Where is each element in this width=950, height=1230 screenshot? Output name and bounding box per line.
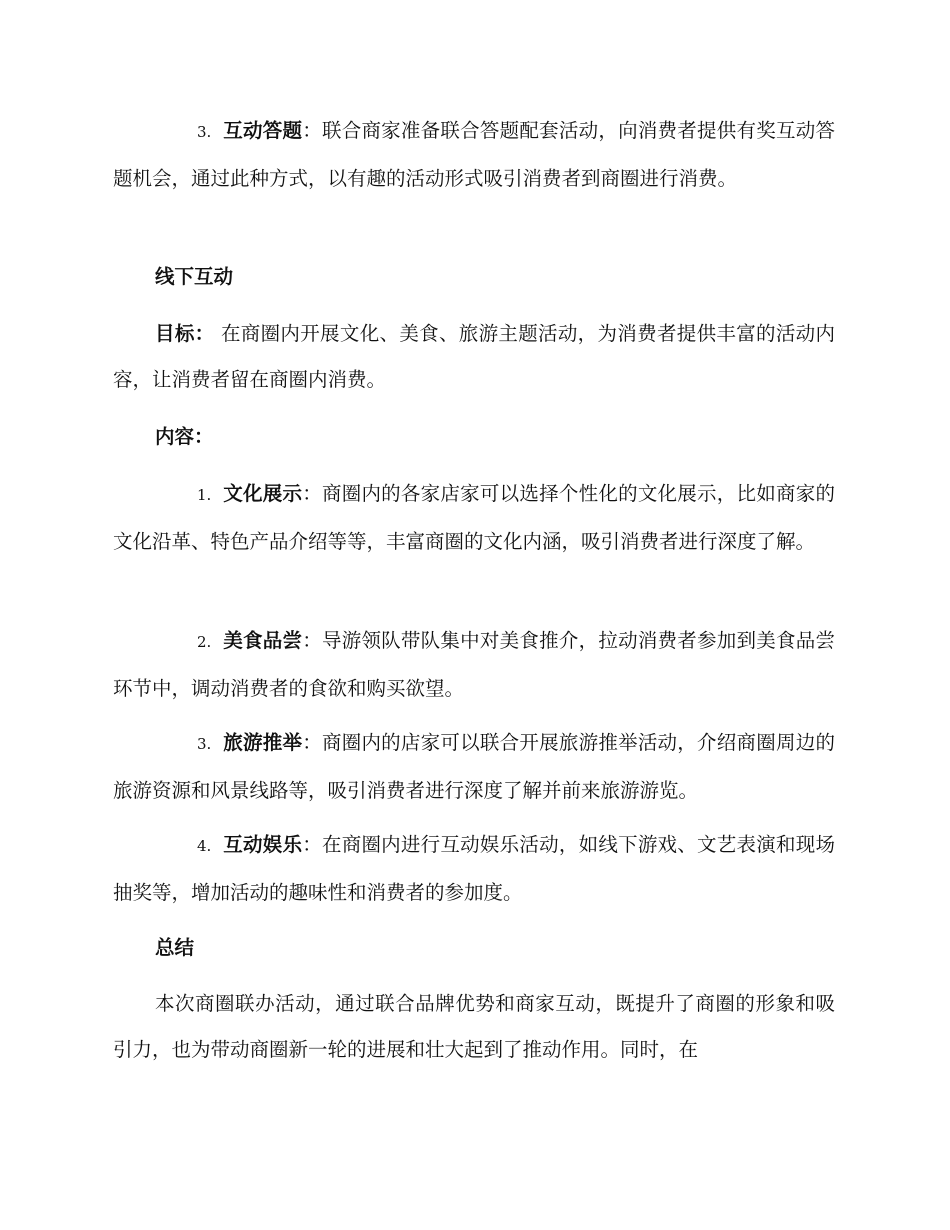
section-heading-offline: 线下互动 <box>155 265 234 288</box>
list-number: 2. <box>197 633 212 651</box>
item-text: ：商圈内的店家可以联合开展旅游推举活动，介绍商圈周边的旅游资源和风景线路等，吸引消费者进行深度了解并前来旅游游览。 <box>113 731 835 802</box>
summary-paragraph: 本次商圈联办活动，通过联合品牌优势和商家互动，既提升了商圈的形象和吸引力，也为带动商圈新一轮的进展和壮大起到了推动作用。同时，在 <box>113 992 835 1061</box>
goal-text: 在商圈内开展文化、美食、旅游主题活动，为消费者提供丰富的活动内容，让消费者留在商圈内消费。 <box>113 322 835 391</box>
item-term: 互动娱乐 <box>223 833 303 856</box>
item-term: 文化展示 <box>223 482 303 505</box>
online-item-3 <box>113 108 835 201</box>
goal-label: 目标： <box>155 322 215 345</box>
item-term: 旅游推举 <box>223 731 303 754</box>
list-number: 3. <box>197 735 212 753</box>
list-number: 1. <box>197 486 212 504</box>
offline-item-4 <box>113 822 835 915</box>
offline-item-3 <box>113 720 835 813</box>
section-heading-summary: 总结 <box>155 936 195 959</box>
item-text: ：在商圈内进行互动娱乐活动，如线下游戏、文艺表演和现场抽奖等，增加活动的趣味性和消费者的参加度。 <box>113 833 835 904</box>
item-text: ：导游领队带队集中对美食推介，拉动消费者参加到美食品尝环节中，调动消费者的食欲和购买欲望。 <box>113 629 835 700</box>
list-number: 4. <box>197 837 212 855</box>
item-text: ：商圈内的各家店家可以选择个性化的文化展示，比如商家的文化沿革、特色产品介绍等等，丰富商圈的文化内涵，吸引消费者进行深度了解。 <box>113 482 835 553</box>
content-label: 内容： <box>155 425 214 448</box>
list-number: 3. <box>197 123 212 141</box>
item-term: 互动答题 <box>223 119 303 142</box>
item-term: 美食品尝 <box>223 629 303 652</box>
offline-item-1 <box>113 471 835 564</box>
offline-item-2 <box>113 618 835 711</box>
offline-goal <box>113 311 835 402</box>
item-text: ：联合商家准备联合答题配套活动，向消费者提供有奖互动答题机会，通过此种方式，以有趣的活动形式吸引消费者到商圈进行消费。 <box>113 119 835 190</box>
